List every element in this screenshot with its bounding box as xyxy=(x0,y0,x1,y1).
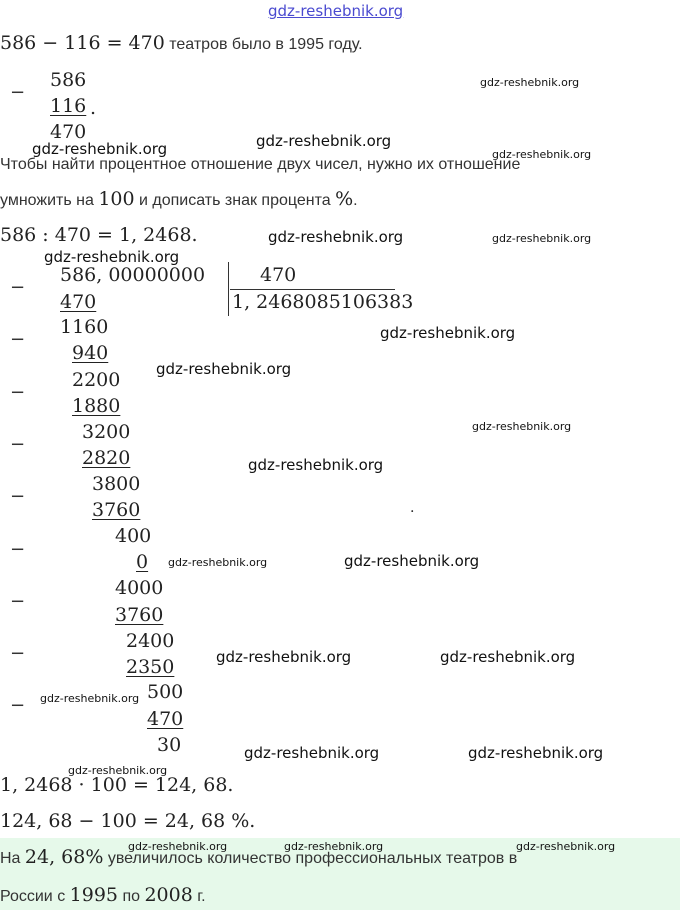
watermark: gdz-reshebnik.org xyxy=(492,232,592,245)
answer-percent: 24, 68% xyxy=(24,846,104,868)
division-subtrahend: 0 xyxy=(136,551,149,573)
watermark: gdz-reshebnik.org xyxy=(284,840,384,853)
subtraction-top: 586 xyxy=(50,69,87,91)
answer-text-a: На xyxy=(0,850,25,867)
watermark-top: gdz-reshebnik.org xyxy=(268,2,404,20)
intro-text: театров было в 1995 году. xyxy=(164,36,363,53)
division-remainder: 30 xyxy=(157,734,182,756)
division-minus: − xyxy=(10,277,26,298)
explanation-line-1: Чтобы найти процентное отношение двух чисел, нужно их отношение xyxy=(0,156,521,173)
division-minuend: 500 xyxy=(147,681,184,703)
division-minus: − xyxy=(10,329,26,350)
watermark: gdz-reshebnik.org xyxy=(40,692,140,705)
division-subtrahend: 470 xyxy=(147,708,184,730)
division-vertical-line xyxy=(228,262,229,316)
watermark: gdz-reshebnik.org xyxy=(256,132,392,150)
watermark: gdz-reshebnik.org xyxy=(248,456,384,474)
division-minus: − xyxy=(10,591,26,612)
division-quotient: 1, 2468085106383 xyxy=(232,291,414,313)
answer-line-1 xyxy=(0,846,517,868)
division-minuend: 1160 xyxy=(60,316,109,338)
ratio-equation: 586 : 470 = 1, 2468. xyxy=(0,224,198,246)
watermark: gdz-reshebnik.org xyxy=(32,140,168,158)
division-subtrahend: 1880 xyxy=(72,395,121,417)
explanation-line-2 xyxy=(0,188,358,210)
division-subtrahend: 2820 xyxy=(82,447,131,469)
watermark: gdz-reshebnik.org xyxy=(268,228,404,246)
answer-text-e: г. xyxy=(192,888,206,905)
explanation-number: 100 xyxy=(98,188,135,210)
division-minuend: 4000 xyxy=(115,577,164,599)
division-subtrahend: 470 xyxy=(60,291,97,313)
division-minuend: 3800 xyxy=(92,473,141,495)
answer-text-d: по xyxy=(118,888,145,905)
division-minuend: 2400 xyxy=(126,630,175,652)
answer-text-b: увеличилось количество профессиональных театров в xyxy=(103,850,518,867)
subtraction-dot: . xyxy=(90,97,97,119)
division-minuend: 3200 xyxy=(82,421,131,443)
watermark: gdz-reshebnik.org xyxy=(472,420,572,433)
division-minus: − xyxy=(10,643,26,664)
subtraction-minus: − xyxy=(10,82,26,103)
division-subtrahend: 940 xyxy=(72,342,109,364)
subtraction-result: 470 xyxy=(50,121,87,143)
subtraction-bottom: 116 xyxy=(50,95,87,117)
watermark: gdz-reshebnik.org xyxy=(168,556,268,569)
percent-sign: % xyxy=(335,188,354,210)
division-subtrahend: 2350 xyxy=(126,656,175,678)
result-line-1: 1, 2468 · 100 = 124, 68. xyxy=(0,774,234,796)
stray-dot: . xyxy=(410,500,415,516)
intro-line xyxy=(0,32,363,54)
division-minuend: 400 xyxy=(115,525,152,547)
watermark: gdz-reshebnik.org xyxy=(480,76,580,89)
watermark: gdz-reshebnik.org xyxy=(344,552,480,570)
watermark: gdz-reshebnik.org xyxy=(440,648,576,666)
watermark: gdz-reshebnik.org xyxy=(216,648,352,666)
watermark: gdz-reshebnik.org xyxy=(44,248,180,266)
explanation-text-a: умножить на xyxy=(0,192,99,209)
division-horizontal-line xyxy=(230,289,395,290)
watermark: gdz-reshebnik.org xyxy=(468,744,604,762)
answer-text-c: России с xyxy=(0,888,70,905)
explanation-text-b: и дописать знак процента xyxy=(134,192,336,209)
division-subtrahend: 3760 xyxy=(92,499,141,521)
division-minus: − xyxy=(10,434,26,455)
watermark: gdz-reshebnik.org xyxy=(128,840,228,853)
explanation-end: . xyxy=(353,192,358,209)
division-dividend: 586, 00000000 xyxy=(60,264,206,286)
intro-equation: 586 − 116 = 470 xyxy=(0,32,165,54)
watermark: gdz-reshebnik.org xyxy=(380,324,516,342)
division-minus: − xyxy=(10,486,26,507)
division-minuend: 2200 xyxy=(72,369,121,391)
watermark: gdz-reshebnik.org xyxy=(516,840,616,853)
answer-line-2 xyxy=(0,884,206,906)
division-subtrahend: 3760 xyxy=(115,604,164,626)
watermark: gdz-reshebnik.org xyxy=(244,744,380,762)
answer-year-start: 1995 xyxy=(69,884,118,906)
division-divisor: 470 xyxy=(260,264,297,286)
watermark: gdz-reshebnik.org xyxy=(68,764,168,777)
watermark: gdz-reshebnik.org xyxy=(492,148,592,161)
division-minus: − xyxy=(10,382,26,403)
division-minus: − xyxy=(10,539,26,560)
watermark: gdz-reshebnik.org xyxy=(156,360,292,378)
division-minus: − xyxy=(10,695,26,716)
result-line-2: 124, 68 − 100 = 24, 68 %. xyxy=(0,810,256,832)
answer-year-end: 2008 xyxy=(144,884,193,906)
